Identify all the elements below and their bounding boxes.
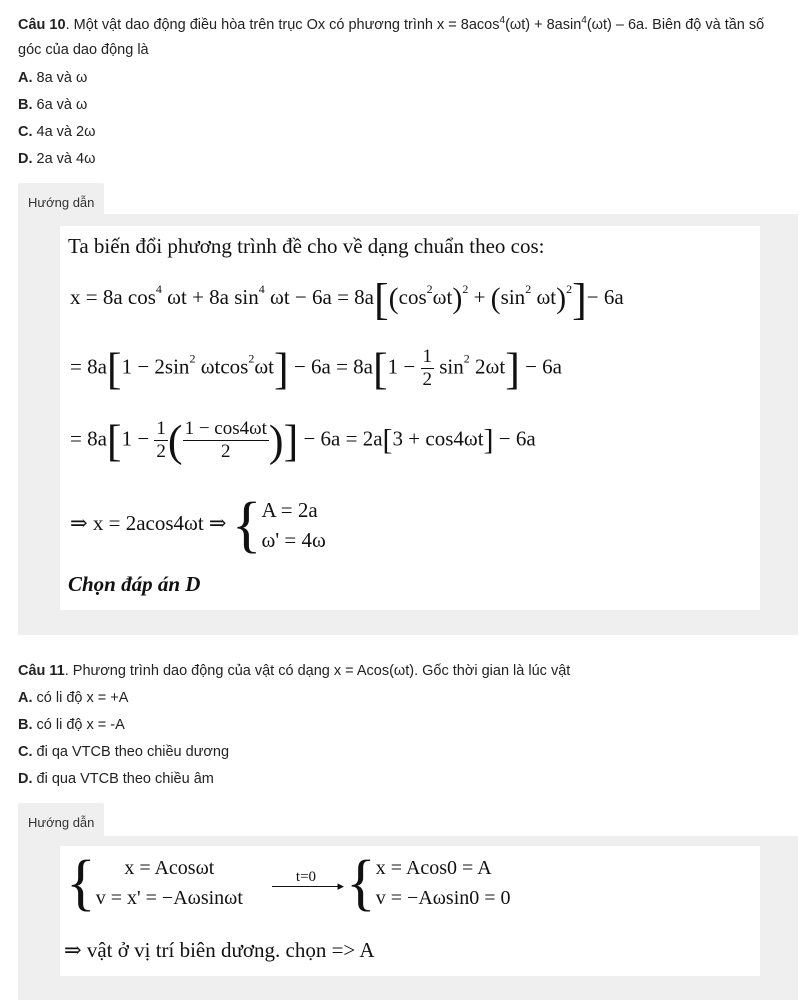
answer-text: Chọn đáp án D bbox=[68, 572, 201, 596]
equation-line-3: = 8a[1 − $\frac{1}{2}$ ( $\frac{1 - \cos 4\omega t}{2}$ )] − 6a = 2a[3 + cos4ωt] − 6a bbox=[70, 416, 536, 466]
solution-panel-q11 bbox=[18, 836, 798, 1000]
question-11-label: Câu 11 bbox=[18, 663, 65, 679]
question-11-stem: Câu 11. Phương trình dao động của vật có dạng x = Acos(ωt). Gốc thời gian là lúc vật bbox=[18, 663, 571, 679]
option-d[interactable]: D. 2a và 4ω bbox=[18, 150, 96, 167]
option-b[interactable]: B. có li độ x = -A bbox=[18, 717, 125, 733]
option-d[interactable]: D. đi qua VTCB theo chiều âm bbox=[18, 771, 214, 787]
question-11 bbox=[18, 658, 788, 842]
system-at-t0: { x = Acos0 = A v = −Aωsin0 = 0 bbox=[346, 849, 511, 917]
option-a[interactable]: A. 8a và ω bbox=[18, 69, 88, 86]
option-c[interactable]: C. 4a và 2ω bbox=[18, 123, 96, 140]
equation-line-4: ⇒ x = 2acos4ωt ⇒ { A = 2a ω' = 4ω bbox=[70, 491, 326, 559]
hint-button-q11[interactable]: Hướng dẫn bbox=[18, 803, 104, 842]
equation-line-1: x = 8a $\cos^4 \omega t + 8a$ $\sin^4 \omega t - 6a = 8a[(\cos^2\omega t)^2 + (\sin^2$ ωt)$^2$]− 6a bbox=[70, 275, 624, 324]
option-c[interactable]: C. đi qa VTCB theo chiều dương bbox=[18, 744, 230, 760]
system-initial: { x = Acosωt v = x' = −Aωsinωt bbox=[66, 849, 243, 917]
solution-panel-q10 bbox=[18, 214, 798, 635]
solution-image-q11 bbox=[60, 846, 760, 976]
question-10 bbox=[18, 8, 788, 222]
equation-line-2: = $8a[1 - 2\sin^2$ ωtcos$^2$ωt] − 6a = 8a[1 − $\frac{1}{2}$ $\sin^2 2\omega t] - 6a$ bbox=[70, 344, 563, 394]
solution-image-q10 bbox=[60, 226, 760, 610]
hint-button-q10[interactable]: Hướng dẫn bbox=[18, 183, 104, 222]
question-10-label: Câu 10 bbox=[18, 16, 66, 33]
conclusion-text: ⇒ vật ở vị trí biên dương. chọn => A bbox=[64, 938, 375, 962]
arrow-t0: t=0 ▸ bbox=[272, 868, 340, 887]
question-10-stem: Câu 10. Một vật dao động điều hòa trên trục Ox có phương trình x = 8acos$^4$(ωt) + 8asin$^4$(ωt) – 6a. Biên độ và tần số góc của dao động là bbox=[18, 15, 765, 58]
option-b[interactable]: B. 6a và ω bbox=[18, 96, 88, 113]
solution-intro: Ta biến đổi phương trình đề cho về dạng chuẩn theo cos: bbox=[68, 234, 545, 258]
option-a[interactable]: A. có li độ x = +A bbox=[18, 690, 129, 706]
